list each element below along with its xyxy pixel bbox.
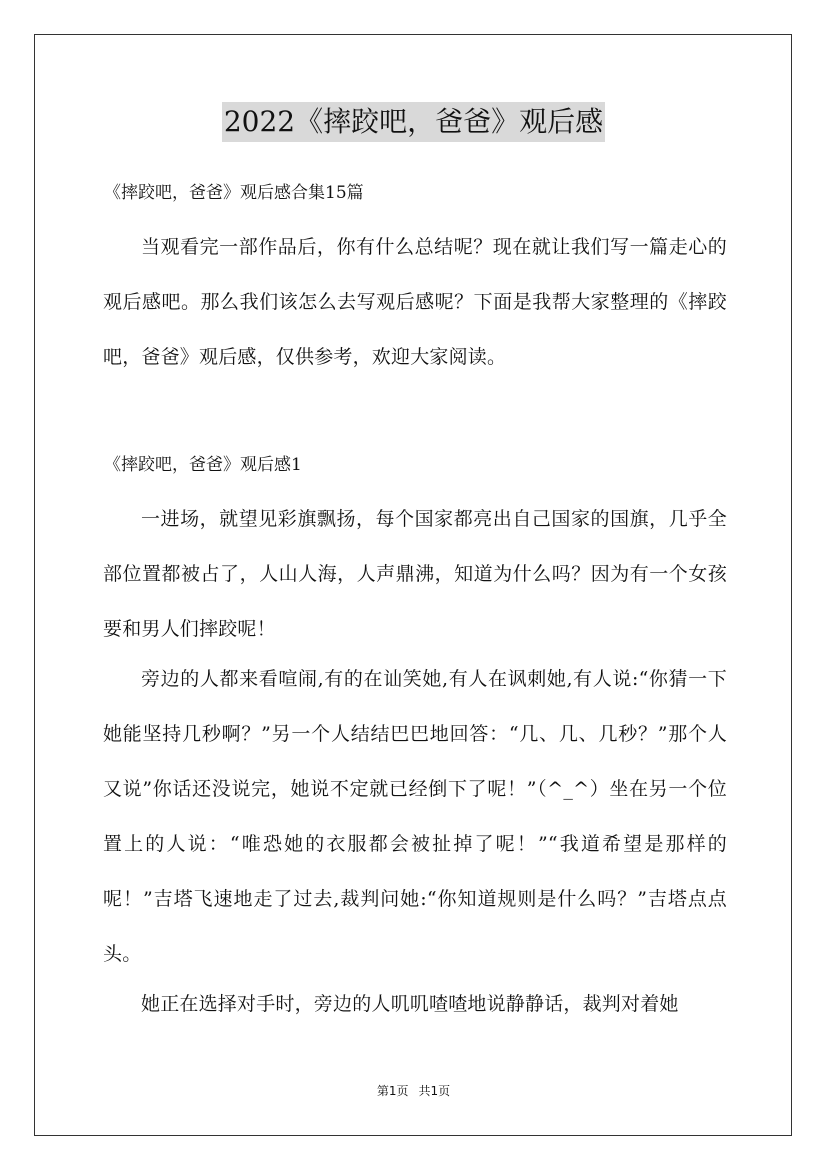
document-title: 2022《摔跤吧，爸爸》观后感 (222, 102, 605, 142)
body-paragraph-3: 她正在选择对手时，旁边的人叽叽喳喳地说静静话，裁判对着她 (141, 993, 679, 1015)
page-number-current: 第1页 (376, 1084, 409, 1098)
body-paragraph-1: 一进场，就望见彩旗飘扬，每个国家都亮出自己国家的国旗，几乎全部位置都被占了，人山人海，人声鼎沸，知道为什么吗？因为有一个女孩要和男人们摔跤呢！ (103, 508, 727, 640)
page-footer (0, 1082, 827, 1100)
document-subtitle: 《摔跤吧，爸爸》观后感合集15篇 (104, 183, 364, 203)
title-wrapper (0, 102, 827, 142)
section-heading: 《摔跤吧，爸爸》观后感1 (104, 455, 302, 475)
page-number-total: 共1页 (418, 1084, 451, 1098)
body-paragraph-2: 旁边的人都来看喧闹,有的在讪笑她,有人在讽刺她,有人说:“你猜一下她能坚持几秒啊？”另一个人结结巴巴地回答：“几、几、几秒？”那个人又说”你话还没说完，她说不定就已经倒下了呢！”（^_^）坐在另一个位置上的人说：“唯恐她的衣服都会被扯掉了呢！”“我道希望是那样的呢！”吉塔飞速地走了过去,裁判问她:“你知道规则是什么吗？”吉塔点点头。 (103, 668, 727, 965)
intro-paragraph: 当观看完一部作品后，你有什么总结呢？现在就让我们写一篇走心的观后感吧。那么我们该怎么去写观后感呢？下面是我帮大家整理的《摔跤吧，爸爸》观后感，仅供参考，欢迎大家阅读。 (103, 236, 727, 368)
